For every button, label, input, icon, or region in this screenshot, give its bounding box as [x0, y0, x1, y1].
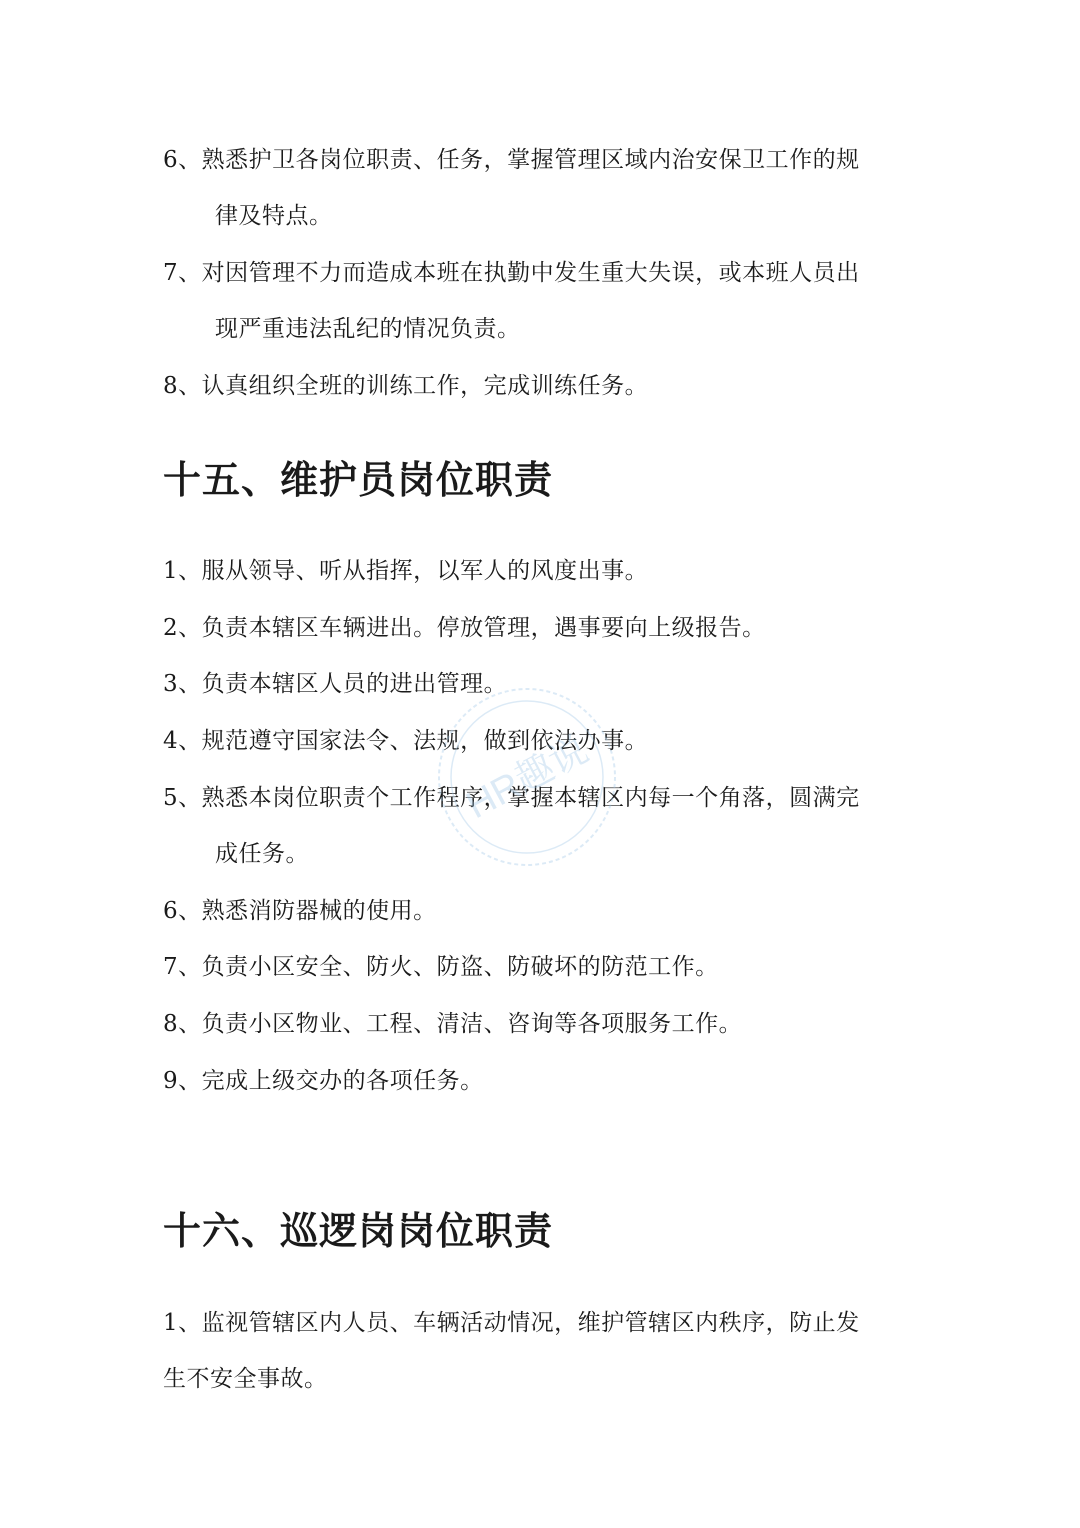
list-item: 6、熟悉护卫各岗位职责、任务，掌握管理区域内治安保卫工作的规	[163, 147, 860, 173]
list-item: 5、熟悉本岗位职责个工作程序，掌握本辖区内每一个角落，圆满完	[163, 785, 860, 811]
list-item-continuation: 生不安全事故。	[163, 1366, 328, 1392]
list-item: 7、对因管理不力而造成本班在执勤中发生重大失误，或本班人员出	[163, 260, 860, 286]
list-item: 1、监视管辖区内人员、车辆活动情况，维护管辖区内秩序，防止发	[163, 1310, 860, 1336]
list-item: 7、负责小区安全、防火、防盗、防破坏的防范工作。	[163, 954, 719, 980]
list-item: 3、负责本辖区人员的进出管理。	[163, 671, 508, 697]
list-item: 4、规范遵守国家法令、法规，做到依法办事。	[163, 728, 649, 754]
list-item: 8、负责小区物业、工程、清洁、咨询等各项服务工作。	[163, 1011, 743, 1037]
list-item: 2、负责本辖区车辆进出。停放管理，遇事要向上级报告。	[163, 615, 766, 641]
list-item: 9、完成上级交办的各项任务。	[163, 1068, 484, 1094]
list-item-continuation: 现严重违法乱纪的情况负责。	[215, 316, 521, 342]
list-item: 1、服从领导、听从指挥，以军人的风度出事。	[163, 558, 649, 584]
list-item: 8、认真组织全班的训练工作，完成训练任务。	[163, 373, 649, 399]
section-heading: 十五、维护员岗位职责	[163, 457, 554, 502]
list-item-continuation: 律及特点。	[215, 203, 333, 229]
list-item: 6、熟悉消防器械的使用。	[163, 898, 437, 924]
list-item-continuation: 成任务。	[215, 841, 309, 867]
watermark-stamp	[432, 682, 622, 872]
watermark-text: HR趣说	[459, 728, 596, 828]
section-heading: 十六、巡逻岗岗位职责	[163, 1208, 554, 1253]
